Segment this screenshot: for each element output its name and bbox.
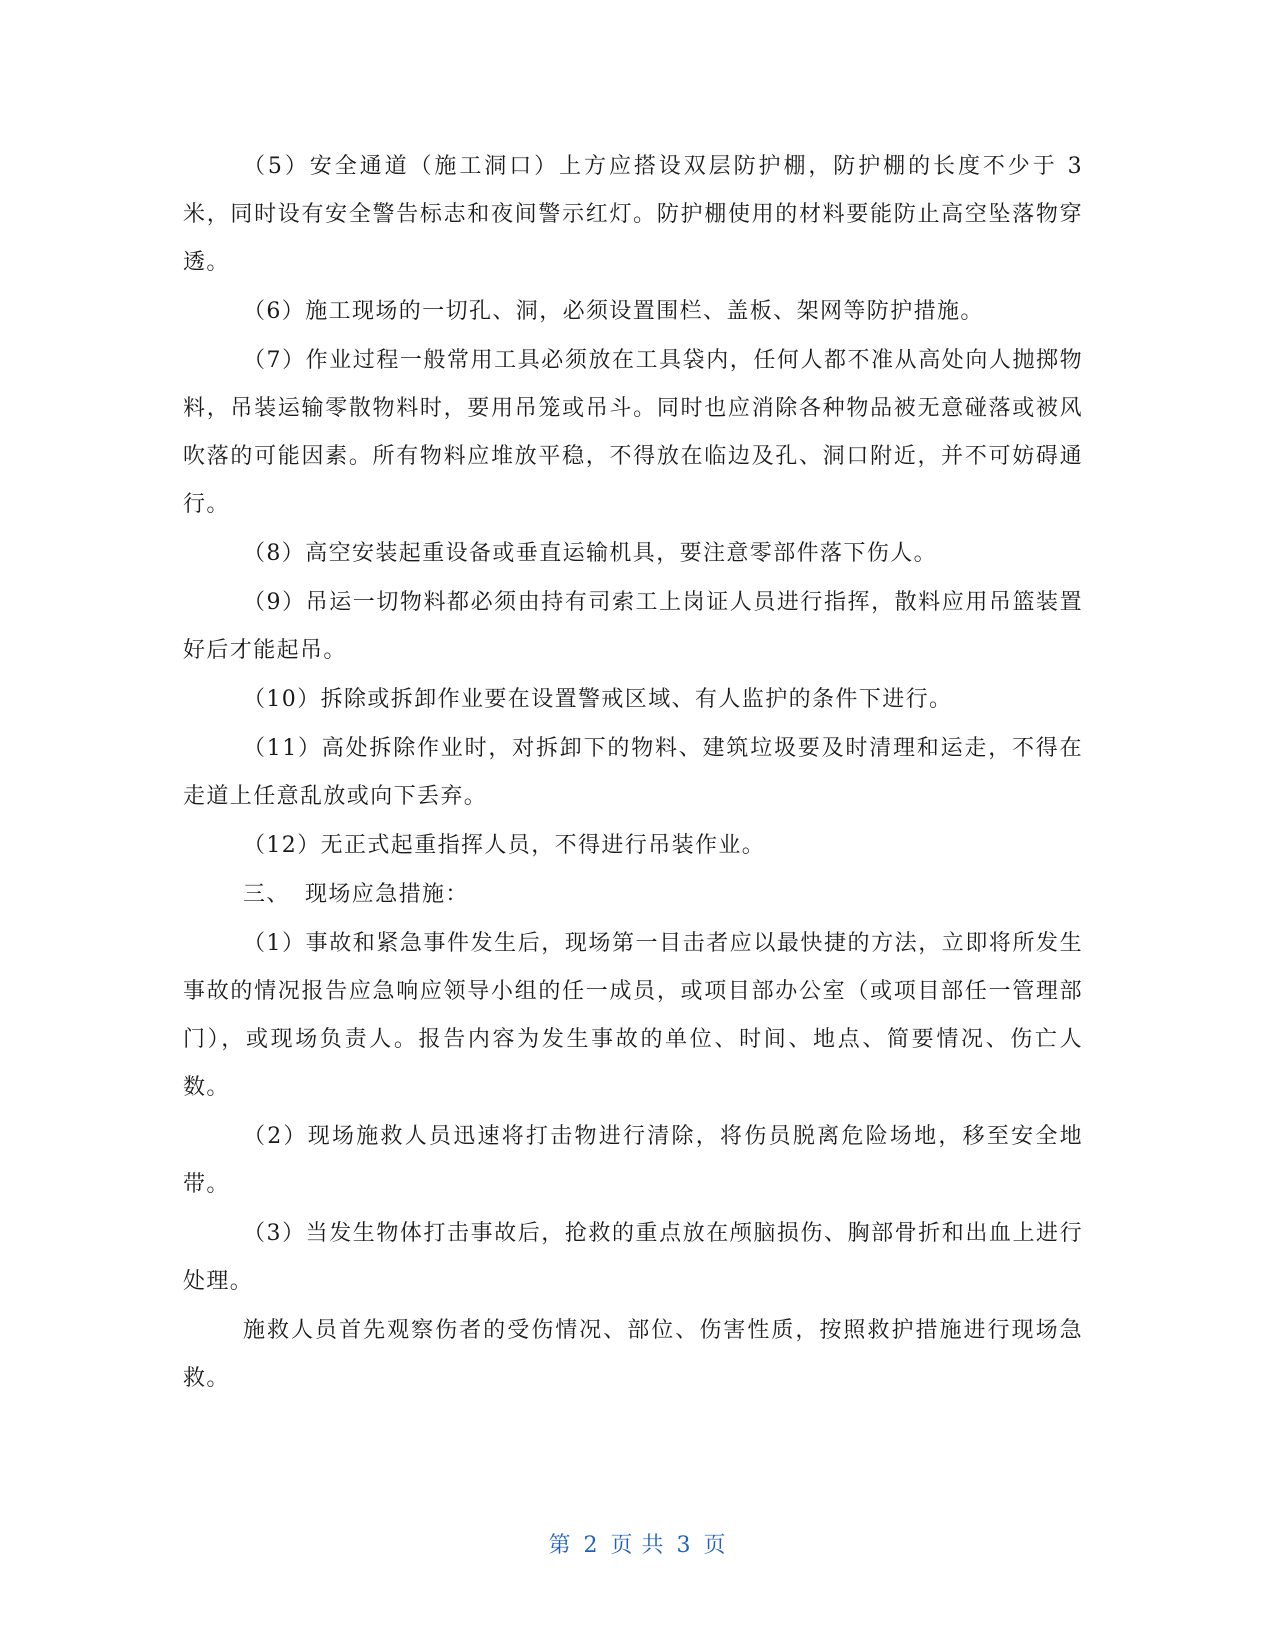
section-heading	[183, 871, 1083, 919]
footer-current-page: 2	[583, 1533, 599, 1558]
paragraph-12: （12）无正式起重指挥人员，不得进行吊装作业。	[243, 833, 766, 858]
section-title: 现场应急措施：	[305, 882, 469, 907]
emergency-paragraph-4: 施救人员首先观察伤者的受伤情况、部位、伤害性质，按照救护措施进行现场急救。	[183, 1318, 1083, 1391]
section-number: 三、	[243, 882, 290, 907]
document-body	[183, 143, 1083, 1404]
emergency-paragraph-2: （2）现场施救人员迅速将打击物进行清除，将伤员脱离危险场地，移至安全地带。	[183, 1124, 1083, 1197]
paragraph-11: （11）高处拆除作业时，对拆卸下的物料、建筑垃圾要及时清理和运走，不得在走道上任意乱放或向下丢弃。	[183, 736, 1083, 809]
footer-middle: 页 共	[610, 1533, 665, 1558]
paragraph-6: （6）施工现场的一切孔、洞，必须设置围栏、盖板、架网等防护措施。	[243, 299, 984, 324]
emergency-paragraph-1: （1）事故和紧急事件发生后，现场第一目击者应以最快捷的方法，立即将所发生事故的情况报告应急响应领导小组的任一成员，或项目部办公室（或项目部任一管理部门），或现场负责人。报告内容为发生事故的单位、时间、地点、简要情况、伤亡人数。	[183, 931, 1083, 1100]
emergency-paragraph-3: （3）当发生物体打击事故后，抢救的重点放在颅脑损伤、胸部骨折和出血上进行处理。	[183, 1221, 1083, 1294]
footer-total-pages: 3	[676, 1533, 692, 1558]
paragraph-10: （10）拆除或拆卸作业要在设置警戒区域、有人监护的条件下进行。	[243, 687, 953, 712]
page-footer	[0, 1528, 1275, 1559]
paragraph-8: （8）高空安装起重设备或垂直运输机具，要注意零部件落下伤人。	[243, 541, 937, 566]
paragraph-9: （9）吊运一切物料都必须由持有司索工上岗证人员进行指挥，散料应用吊篮装置好后才能起吊。	[183, 590, 1083, 663]
paragraph-5: （5）安全通道（施工洞口）上方应搭设双层防护棚，防护棚的长度不少于 3 米，同时设有安全警告标志和夜间警示红灯。防护棚使用的材料要能防止高空坠落物穿透。	[183, 154, 1083, 275]
paragraph-7: （7）作业过程一般常用工具必须放在工具袋内，任何人都不准从高处向人抛掷物料，吊装运输零散物料时，要用吊笼或吊斗。同时也应消除各种物品被无意碰落或被风吹落的可能因素。所有物料应堆放平稳，不得放在临边及孔、洞口附近，并不可妨碍通行。	[183, 348, 1083, 517]
footer-suffix: 页	[703, 1533, 727, 1558]
footer-prefix: 第	[548, 1533, 572, 1558]
